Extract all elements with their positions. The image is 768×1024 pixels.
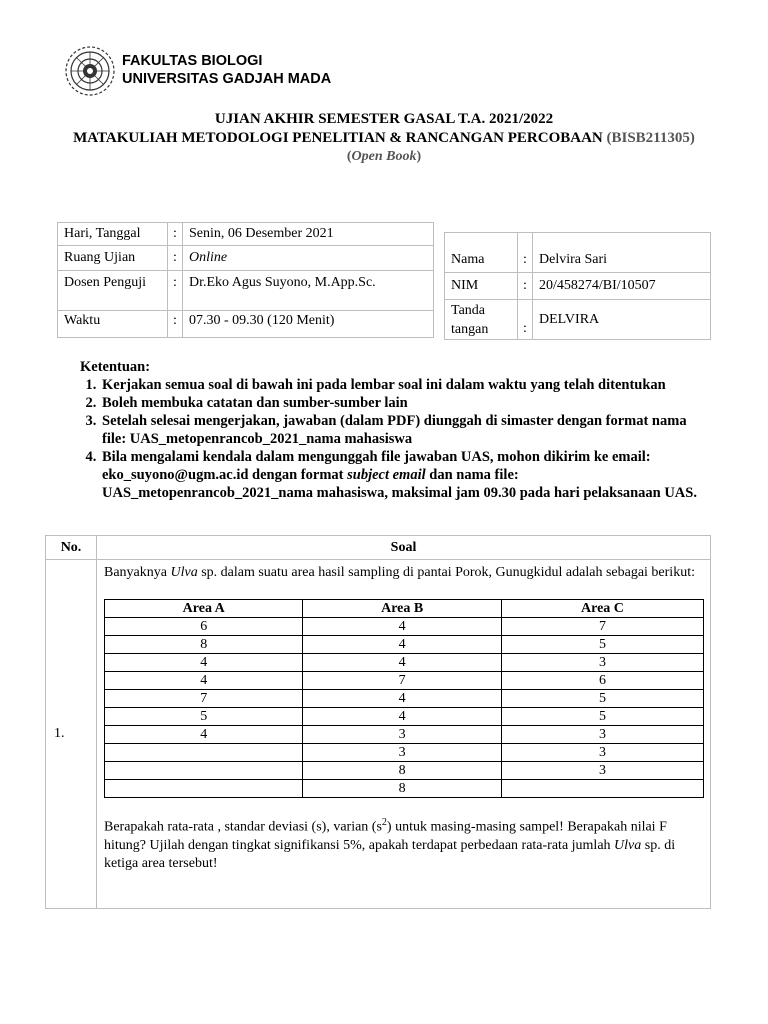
column-area-c: Area C: [501, 600, 703, 618]
data-cell: 3: [501, 654, 703, 672]
data-cell: 4: [303, 654, 501, 672]
data-cell: 3: [501, 762, 703, 780]
student-info-table: [444, 232, 711, 340]
course-name: MATAKULIAH METODOLOGI PENELITIAN & RANCANGAN PERCOBAAN: [73, 130, 603, 146]
header-no: No.: [46, 536, 97, 560]
university-logo: [64, 45, 116, 97]
separator: :: [168, 223, 183, 246]
university-name: UNIVERSITAS GADJAH MADA: [122, 70, 332, 87]
exam-rules: [80, 358, 702, 502]
exam-info-label: Dosen Penguji: [58, 271, 168, 311]
column-area-a: Area A: [105, 600, 303, 618]
student-info-row: [445, 233, 711, 273]
rule-item: 4. Bila mengalami kendala dalam mengunggah file jawaban UAS, mohon dikirim ke email: eko_suyono@ugm.ac.id dengan format subject email dan nama file: UAS_metopenrancob_2021_nama mahasiswa, maksimal jam 09.30 pada hari pelaksanaan UAS.: [100, 448, 702, 502]
separator: :: [518, 273, 533, 300]
data-cell: 8: [303, 780, 501, 798]
data-row: [105, 672, 704, 690]
data-cell: 4: [105, 726, 303, 744]
exam-mode-value: Open Book: [351, 149, 417, 164]
student-signature: DELVIRA: [533, 300, 711, 340]
data-cell: 7: [501, 618, 703, 636]
course-code: (BISB211305): [606, 130, 695, 146]
data-cell: 5: [105, 708, 303, 726]
exam-info-label: Waktu: [58, 311, 168, 338]
exam-info-row: [58, 223, 434, 246]
course-title: [0, 130, 768, 147]
data-header-row: [105, 600, 704, 618]
data-cell: 3: [501, 744, 703, 762]
student-info-row: [445, 273, 711, 300]
question-text: Berapakah rata-rata , standar deviasi (s), varian $(s^2)$ untuk masing-masing sampel! Berapakah nilai F hitung? Ujilah dengan tingkat signifikansi 5%, apakah terdapat perbedaan rata-rata jumlah Ulva sp. di ketiga area tersebut!: [104, 817, 676, 871]
data-row: [105, 780, 704, 798]
data-cell: 4: [303, 708, 501, 726]
data-row: [105, 762, 704, 780]
data-cell: 7: [105, 690, 303, 708]
question-content: [97, 560, 711, 909]
question-intro: Banyaknya Ulva sp. dalam suatu area hasil sampling di pantai Porok, Gunugkidul adalah sebagai berikut:: [104, 565, 695, 580]
question-number: 1.: [46, 560, 97, 909]
data-cell: [501, 780, 703, 798]
exam-info-value: 07.30 - 09.30 (120 Menit): [183, 311, 434, 338]
data-cell: 8: [105, 636, 303, 654]
separator: :: [168, 311, 183, 338]
data-row: [105, 744, 704, 762]
data-row: [105, 690, 704, 708]
data-cell: 4: [303, 618, 501, 636]
exam-info-value: Senin, 06 Desember 2021: [183, 223, 434, 246]
data-cell: 4: [105, 672, 303, 690]
data-cell: 3: [501, 726, 703, 744]
data-cell: [105, 780, 303, 798]
rule-item: 1. Kerjakan semua soal di bawah ini pada lembar soal ini dalam waktu yang telah ditentukan: [100, 376, 702, 394]
exam-info-row: [58, 246, 434, 271]
data-cell: 5: [501, 636, 703, 654]
exam-info-row: [58, 311, 434, 338]
exam-info-value: Online: [183, 246, 434, 271]
data-cell: 3: [303, 744, 501, 762]
exam-info-value: Dr.Eko Agus Suyono, M.App.Sc.: [183, 271, 434, 311]
question-table: [45, 535, 711, 909]
student-info-label: Nama: [445, 233, 518, 273]
exam-info-label: Hari, Tanggal: [58, 223, 168, 246]
separator: :: [518, 233, 533, 273]
student-nim: 20/458274/BI/10507: [533, 273, 711, 300]
question-table-header: [46, 536, 711, 560]
data-cell: 5: [501, 708, 703, 726]
rule-item: 2. Boleh membuka catatan dan sumber-sumber lain: [100, 394, 702, 412]
data-row: [105, 708, 704, 726]
exam-info-row: [58, 271, 434, 311]
question-row: [46, 560, 711, 909]
exam-info-label: Ruang Ujian: [58, 246, 168, 271]
student-info-label: Tanda tangan: [445, 300, 518, 340]
data-cell: [105, 762, 303, 780]
data-cell: 6: [501, 672, 703, 690]
exam-title: UJIAN AKHIR SEMESTER GASAL T.A. 2021/2022: [214, 111, 554, 127]
data-cell: 3: [303, 726, 501, 744]
faculty-name: FAKULTAS BIOLOGI: [122, 53, 263, 69]
separator: :: [518, 300, 533, 340]
data-cell: 4: [105, 654, 303, 672]
student-info-row: [445, 300, 711, 340]
student-name: Delvira Sari: [533, 233, 711, 273]
data-cell: 5: [501, 690, 703, 708]
data-row: [105, 654, 704, 672]
data-cell: 4: [303, 690, 501, 708]
ulva-data-table: [104, 599, 704, 798]
institution-header: [122, 53, 331, 88]
header-soal: Soal: [97, 536, 711, 560]
separator: :: [168, 271, 183, 311]
separator: :: [168, 246, 183, 271]
student-info-label: NIM: [445, 273, 518, 300]
data-row: [105, 726, 704, 744]
data-cell: 7: [303, 672, 501, 690]
rule-item: 3. Setelah selesai mengerjakan, jawaban (dalam PDF) diunggah di simaster dengan format nama file: UAS_metopenrancob_2021_nama mahasiswa: [100, 412, 702, 448]
rules-heading: Ketentuan:: [80, 359, 151, 375]
exam-info-table: [57, 222, 434, 338]
data-row: [105, 636, 704, 654]
exam-mode: (Open Book): [346, 149, 422, 164]
data-cell: [105, 744, 303, 762]
data-cell: 6: [105, 618, 303, 636]
data-cell: 8: [303, 762, 501, 780]
column-area-b: Area B: [303, 600, 501, 618]
data-row: [105, 618, 704, 636]
data-cell: 4: [303, 636, 501, 654]
